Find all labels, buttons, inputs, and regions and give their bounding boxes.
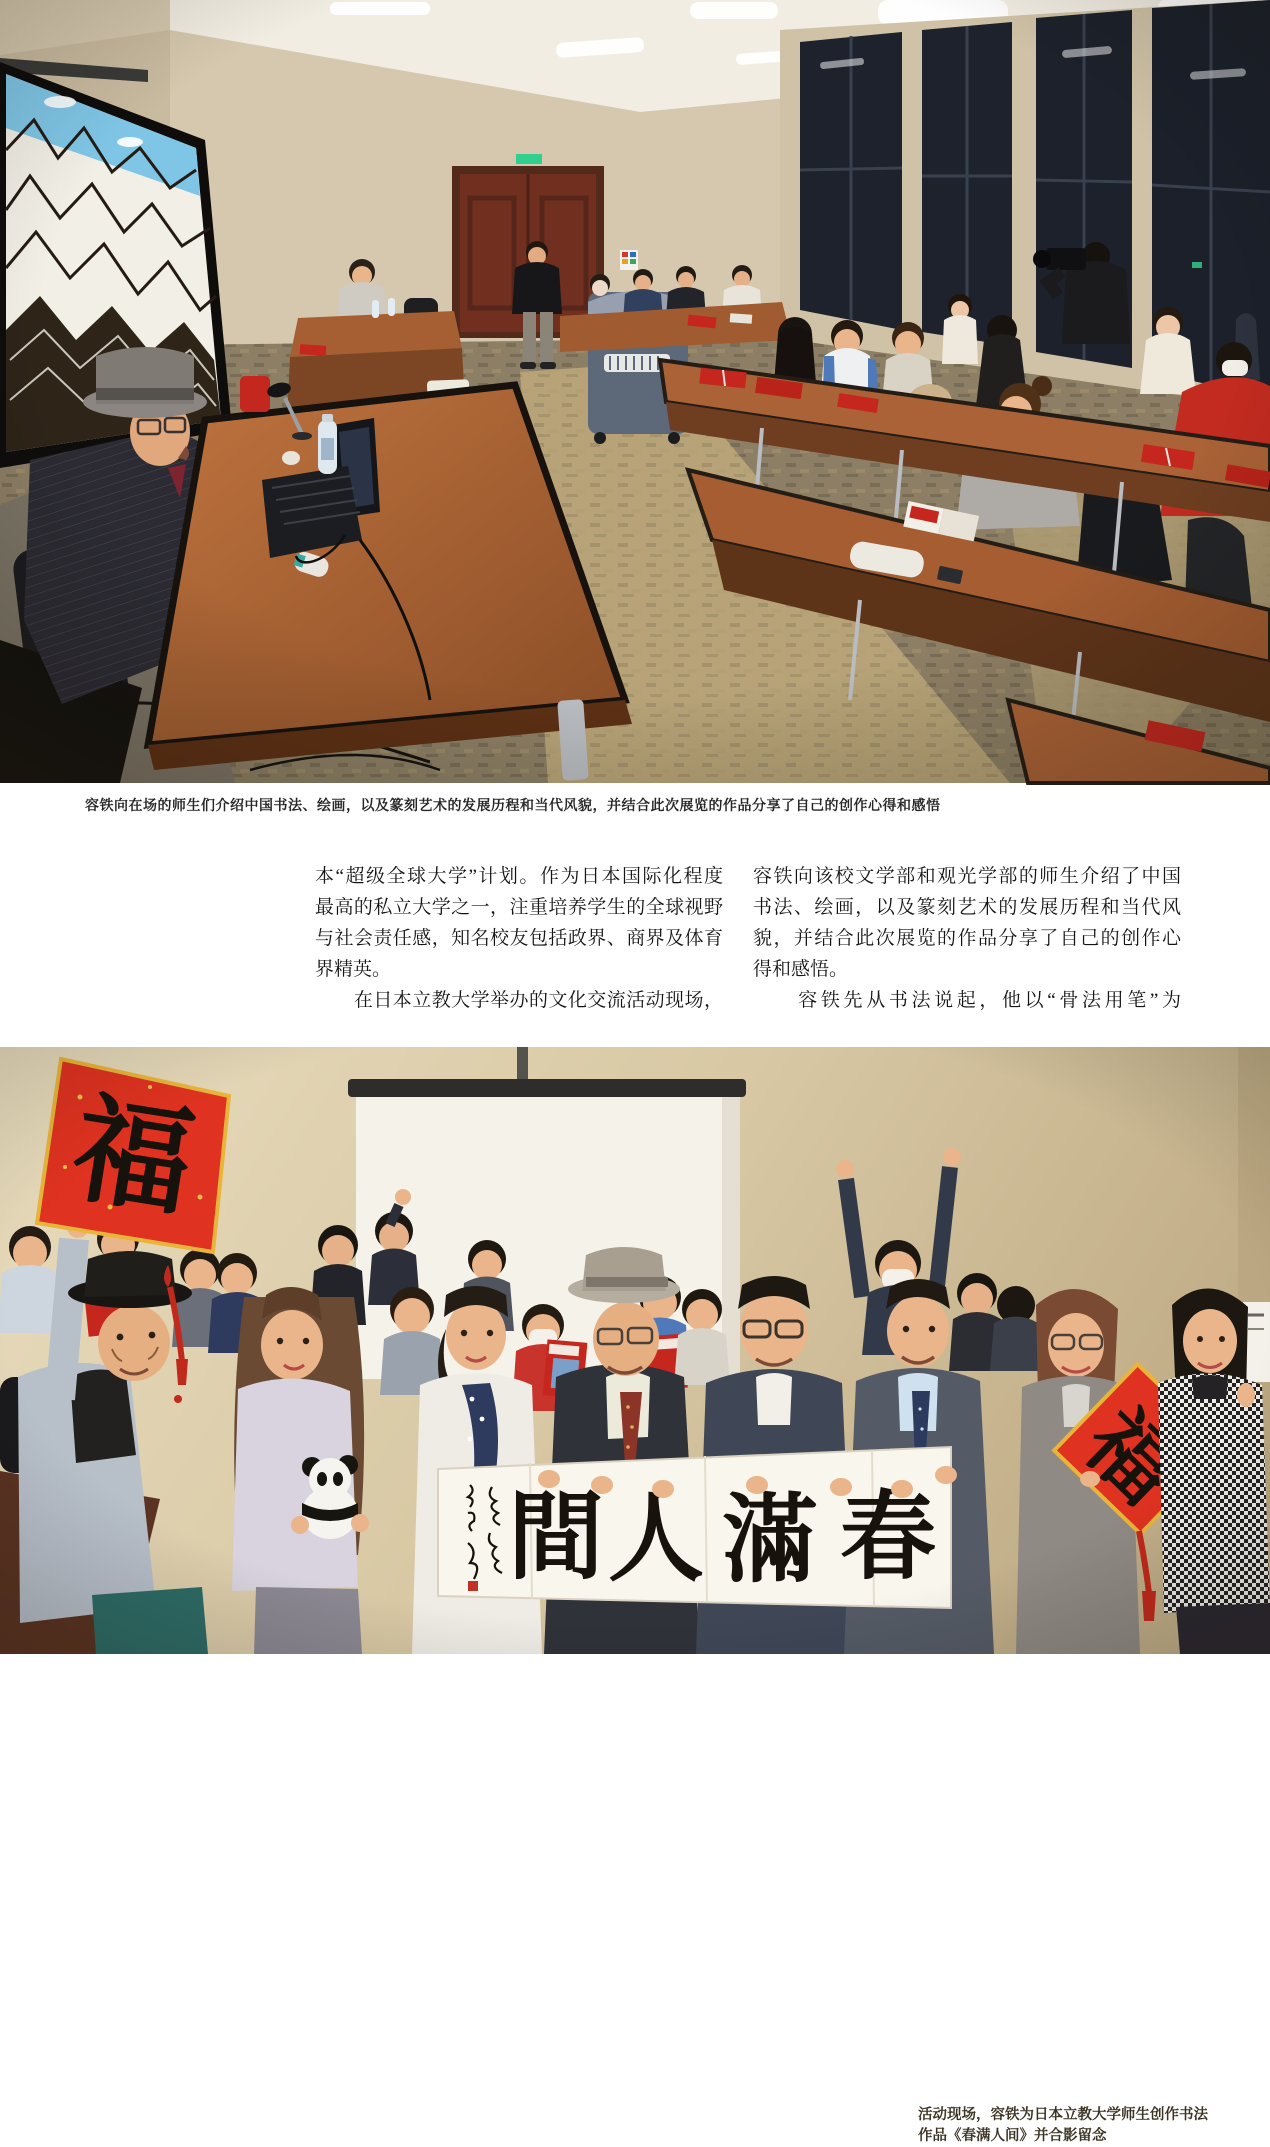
- photo-top-caption: 容铁向在场的师生们介绍中国书法、绘画，以及篆刻艺术的发展历程和当代风貌，并结合此次展览的作品分享了自己的创作心得和感悟: [85, 797, 941, 813]
- photo-bottom-caption-line1: 活动现场，容铁为日本立教大学师生创作书法: [918, 2107, 1208, 2123]
- photo-bottom-caption-line2: 作品《春满人间》并合影留念: [918, 2128, 1107, 2144]
- body-line: 本“超级全球大学”计划。作为日本国际化程度: [315, 866, 723, 887]
- body-line: 与社会责任感，知名校友包括政界、商界及体育: [315, 928, 723, 949]
- photo-bottom-caption: [918, 2105, 1208, 2147]
- classroom-lecture-photo: [0, 0, 1270, 783]
- body-line: 最高的私立大学之一，注重培养学生的全球视野: [315, 897, 723, 918]
- body-line: 容铁先从书法说起，他以“骨法用笔”为: [753, 990, 1181, 1011]
- classroom-lecture-illustration: [0, 0, 1270, 783]
- body-line: 书法、绘画，以及篆刻艺术的发展历程和当代风: [753, 897, 1181, 918]
- article-column-left: [315, 861, 723, 1016]
- photo-vignette: [0, 1047, 1270, 1654]
- photo-vignette: [0, 0, 1270, 783]
- body-line: 貌，并结合此次展览的作品分享了自己的创作心: [753, 928, 1181, 949]
- body-line: 在日本立教大学举办的文化交流活动现场，: [315, 990, 723, 1011]
- group-photo-illustration: [0, 1047, 1270, 1654]
- body-line: 容铁向该校文学部和观光学部的师生介绍了中国: [753, 866, 1181, 887]
- article-column-right: [753, 861, 1181, 1016]
- body-line: 界精英。: [315, 959, 392, 980]
- body-line: 得和感悟。: [753, 959, 849, 980]
- group-photo: [0, 1047, 1270, 2144]
